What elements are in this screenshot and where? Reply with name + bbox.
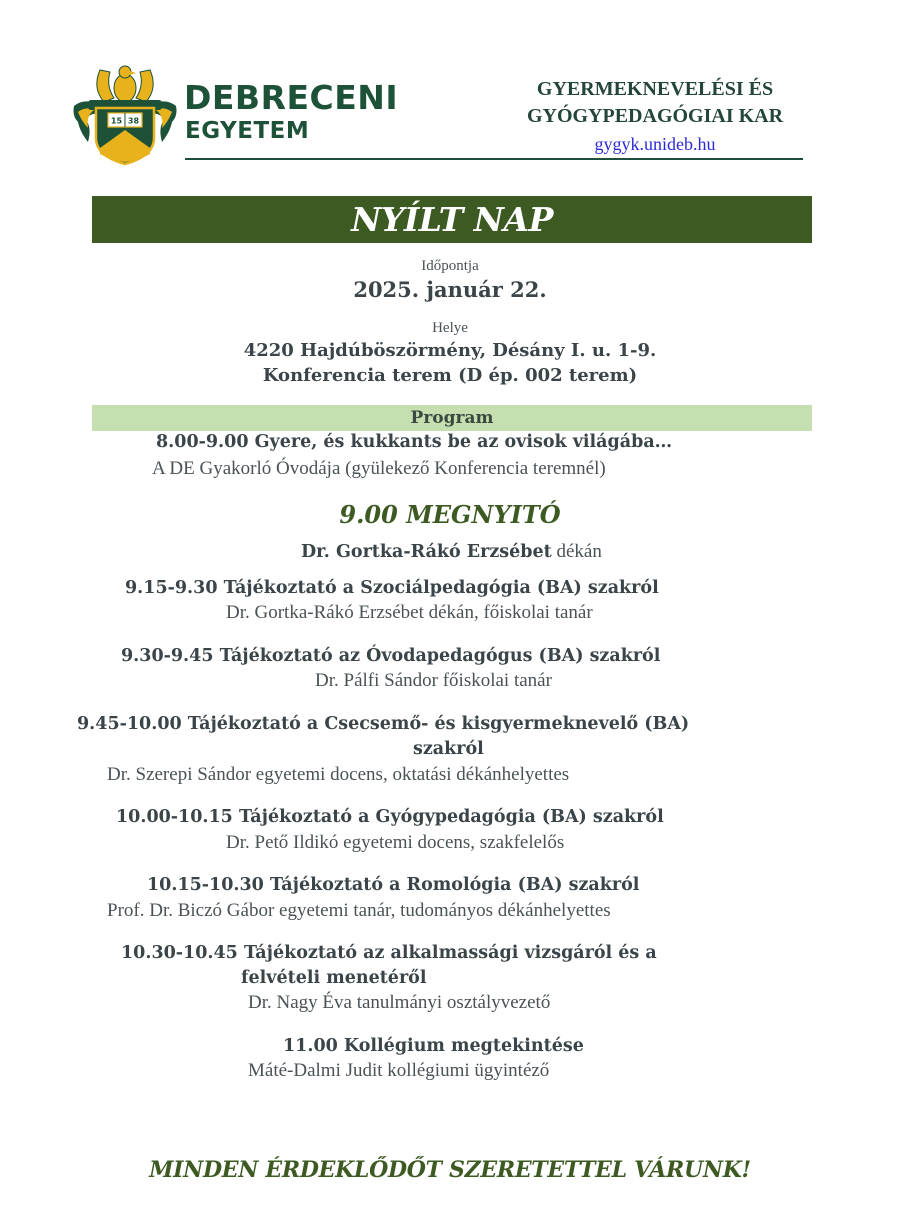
program-item-title: 10.15-10.30 Tájékoztató a Romológia (BA) szakról — [147, 875, 640, 895]
university-logo-icon — [70, 58, 180, 166]
program-item-speaker: Prof. Dr. Biczó Gábor egyetemi tanár, tudományos dékánhelyettes — [107, 900, 611, 921]
university-name-line1: DEBRECENI — [184, 78, 399, 117]
program-item-title: 9.15-9.30 Tájékoztató a Szociálpedagógia (BA) szakról — [125, 578, 659, 598]
program-item-title: 11.00 Kollégium megtekintése — [283, 1036, 584, 1056]
program-item-title: 9.45-10.00 Tájékoztató a Csecsemő- és kisgyermeknevelő (BA) — [77, 714, 690, 734]
program-item-speaker: Máté-Dalmi Judit kollégiumi ügyintéző — [248, 1060, 550, 1081]
faculty-name-line2: GYÓGYPEDAGÓGIAI KAR — [526, 105, 784, 127]
event-date: 2025. január 22. — [353, 277, 547, 302]
intro-subtitle: A DE Gyakorló Óvodája (gyülekező Konferencia teremnél) — [152, 458, 606, 479]
program-item-speaker: Dr. Gortka-Rákó Erzsébet dékán, főiskolai tanár — [226, 602, 593, 623]
location-room: Konferencia terem (D ép. 002 terem) — [262, 365, 638, 386]
program-item-speaker: Dr. Pető Ildikó egyetemi docens, szakfelelős — [226, 832, 565, 853]
location-label: Helye — [432, 320, 468, 336]
faculty-name-line1: GYERMEKNEVELÉSI ÉS — [536, 78, 774, 100]
location-address: 4220 Hajdúböszörmény, Désány I. u. 1-9. — [243, 340, 657, 361]
program-item-title-line2: felvételi menetéről — [241, 968, 427, 988]
closing-message: MINDEN ÉRDEKLŐDŐT SZERETETTEL VÁRUNK! — [149, 1157, 751, 1183]
opening-speaker-role: dékán — [551, 541, 602, 562]
program-heading: Program — [410, 408, 494, 428]
program-item-speaker: Dr. Pálfi Sándor főiskolai tanár — [315, 670, 552, 691]
opening-title: 9.00 MEGNYITÓ — [339, 500, 561, 529]
opening-speaker-name: Dr. Gortka-Rákó Erzsébet — [301, 542, 552, 562]
date-label: Időpontja — [421, 258, 479, 274]
program-item-title-line2: szakról — [413, 739, 484, 759]
program-item-speaker: Dr. Nagy Éva tanulmányi osztályvezető — [248, 992, 551, 1013]
university-name-line2: EGYETEM — [185, 118, 310, 144]
program-item-title: 10.00-10.15 Tájékoztató a Gyógypedagógia (BA) szakról — [116, 807, 664, 827]
page-title: NYÍLT NAP — [351, 200, 553, 239]
program-item-title: 10.30-10.45 Tájékoztató az alkalmassági vizsgáról és a — [121, 943, 657, 963]
website-link[interactable]: gygyk.unideb.hu — [594, 134, 716, 154]
logo-year-right: 38 — [127, 116, 140, 126]
program-item-title: 9.30-9.45 Tájékoztató az Óvodapedagógus (BA) szakról — [121, 646, 661, 666]
header-divider — [185, 158, 803, 160]
intro-title: 8.00-9.00 Gyere, és kukkants be az ovisok világába… — [156, 432, 673, 452]
logo-year-left: 15 — [110, 116, 123, 126]
program-item-speaker: Dr. Szerepi Sándor egyetemi docens, oktatási dékánhelyettes — [107, 764, 570, 785]
opening-speaker — [301, 541, 602, 564]
